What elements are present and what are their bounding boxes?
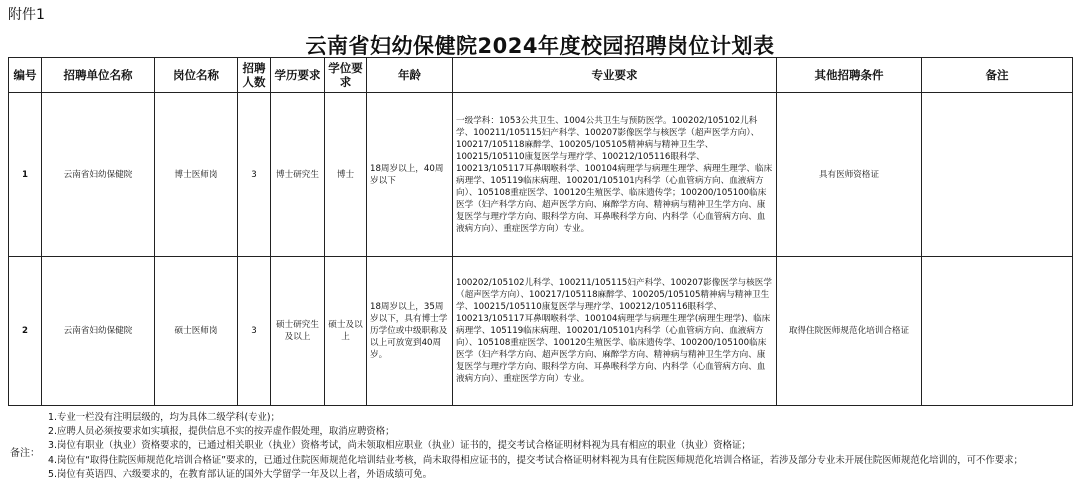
cell-remark — [922, 257, 1073, 406]
cell-position: 硕士医师岗 — [155, 257, 238, 406]
header-number: 编号 — [9, 58, 42, 93]
cell-degree: 硕士及以上 — [325, 257, 367, 406]
page-title: 云南省妇幼保健院2024年度校园招聘岗位计划表 — [305, 34, 775, 58]
recruitment-table — [8, 57, 1073, 406]
header-major: 专业要求 — [453, 58, 777, 93]
cell-count: 3 — [238, 257, 271, 406]
cell-position: 博士医师岗 — [155, 93, 238, 257]
header-other: 其他招聘条件 — [777, 58, 922, 93]
note-item: 2.应聘人员必须按要求如实填报，提供信息不实的按弄虚作假处理，取消应聘资格； — [48, 426, 395, 438]
header-unit: 招聘单位名称 — [42, 58, 155, 93]
cell-other: 取得住院医师规范化培训合格证 — [777, 257, 922, 406]
header-degree: 学位要求 — [325, 58, 367, 93]
note-item: 3.岗位有职业（执业）资格要求的，已通过相关职业（执业）资格考试，尚未领取相应职业（执业）证书的，提交考试合格证明材料视为具有相应的职业（执业）资格证； — [48, 440, 751, 452]
table-header-row — [9, 58, 1073, 93]
cell-degree: 博士 — [325, 93, 367, 257]
table-row — [9, 257, 1073, 406]
attachment-label: 附件1 — [8, 7, 45, 23]
header-education: 学历要求 — [271, 58, 325, 93]
cell-major: 一级学科：1053公共卫生、1004公共卫生与预防医学。100202/105102儿科学、100211/105115妇产科学、100207影像医学与核医学（超声医学方向）、100217/105118麻醉学、100205/105105精神病与精神卫生学、100215/105110康复医学与理疗学、100212/105116眼科学、100213/105117耳鼻咽喉科学、100104病理学与病理生理学、病理生理学、临床病理学、105119临床病理、100201/105101内科学（心血管病方向、血液病方向）、105108重症医学、100120生殖医学、临床遗传学；100200/105100临床医学（妇产科学方向、超声医学方向、麻醉学方向、精神病与精神卫生学方向、康复医学与理疗学方向、眼科学方向、耳鼻喉科学方向、内科学（心血管病方向、血液病方向）、重症医学方向）专业。 — [453, 93, 777, 257]
cell-number: 2 — [9, 257, 42, 406]
cell-unit: 云南省妇幼保健院 — [42, 93, 155, 257]
notes-list — [48, 411, 1072, 482]
header-position: 岗位名称 — [155, 58, 238, 93]
notes-label: 备注： — [10, 448, 40, 459]
cell-number: 1 — [9, 93, 42, 257]
cell-major: 100202/105102儿科学、100211/105115妇产科学、100207影像医学与核医学（超声医学方向）、100217/105118麻醉学、100205/105105精神病与精神卫生学、100215/105110康复医学与理疗学、100212/105116眼科学、100213/105117耳鼻咽喉科学、100104病理学与病理生理学(病理生理学)、临床病理学、105119临床病理、100201/105101内科学（心血管病方向、血液病方向）、105108重症医学、100120生殖医学、临床遗传学、100200/105100临床医学（妇产科学方向、超声医学方向、麻醉学方向、精神病与精神卫生学方向、康复医学与理疗学方向、眼科学方向、耳鼻喉科学方向、内科学（心血管病方向、血液病方向）、重症医学方向）专业。 — [453, 257, 777, 406]
cell-remark — [922, 93, 1073, 257]
note-item: 1.专业一栏没有注明层级的，均为具体二级学科(专业)； — [48, 412, 280, 423]
cell-age: 18周岁以上，40周岁以下 — [367, 93, 453, 257]
cell-other: 具有医师资格证 — [777, 93, 922, 257]
cell-education: 硕士研究生及以上 — [271, 257, 325, 406]
header-count: 招聘人数 — [238, 58, 271, 93]
header-age: 年龄 — [367, 58, 453, 93]
cell-education: 博士研究生 — [271, 93, 325, 257]
note-item: 5.岗位有英语四、六级要求的，在教育部认证的国外大学留学一年及以上者，外语成绩可免。 — [48, 468, 432, 480]
table-row — [9, 93, 1073, 257]
cell-age: 18周岁以上，35周岁以下，具有博士学历学位或中级职称及以上可放宽到40周岁。 — [367, 257, 453, 406]
cell-count: 3 — [238, 93, 271, 257]
note-item: 4.岗位有“取得住院医师规范化培训合格证”要求的，已通过住院医师规范化培训结业考核，尚未取得相应证书的，提交考试合格证明材料视为具有住院医师规范化培训合格证，若涉及部分专业未开展住院医师规范化培训的，可不作要求； — [48, 454, 1023, 466]
header-remark: 备注 — [922, 58, 1073, 93]
cell-unit: 云南省妇幼保健院 — [42, 257, 155, 406]
notes-section — [8, 411, 1072, 497]
